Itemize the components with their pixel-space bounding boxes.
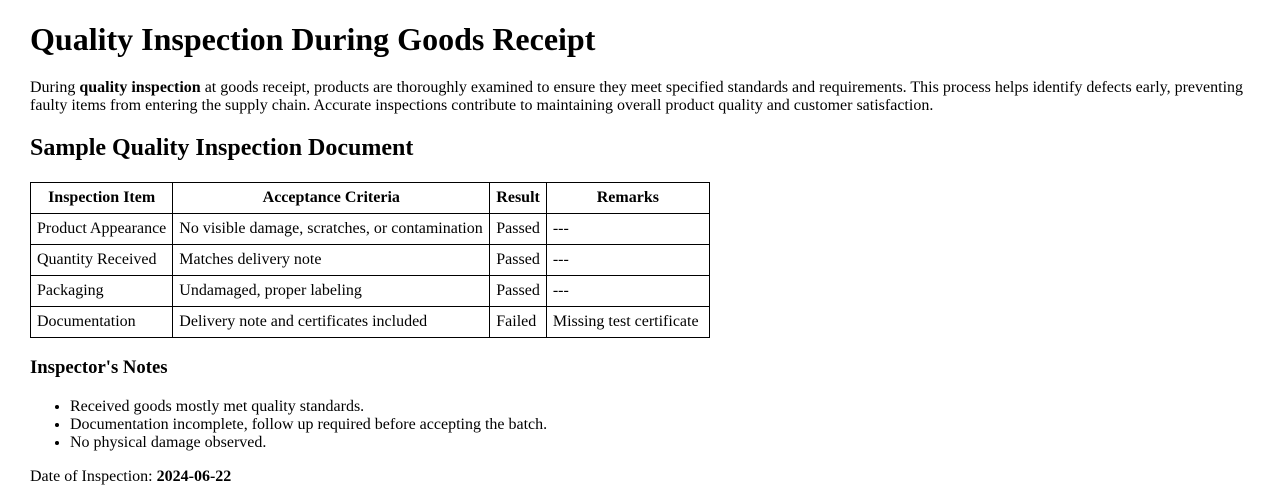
cell-inspection-item: Documentation bbox=[31, 307, 173, 338]
table-row bbox=[31, 245, 710, 276]
header-inspection-item: Inspection Item bbox=[31, 183, 173, 214]
header-acceptance-criteria: Acceptance Criteria bbox=[173, 183, 490, 214]
cell-acceptance-criteria: Matches delivery note bbox=[173, 245, 490, 276]
cell-acceptance-criteria: No visible damage, scratches, or contamination bbox=[173, 214, 490, 245]
date-value: 2024-06-22 bbox=[156, 468, 232, 485]
cell-result: Failed bbox=[490, 307, 547, 338]
section-heading: Sample Quality Inspection Document bbox=[30, 135, 414, 161]
cell-remarks: Missing test certificate bbox=[546, 307, 709, 338]
cell-inspection-item: Packaging bbox=[31, 276, 173, 307]
list-item: • No physical damage observed. bbox=[70, 434, 1248, 452]
list-item: • Received goods mostly met quality standards. bbox=[70, 398, 1248, 416]
list-item: • Documentation incomplete, follow up required before accepting the batch. bbox=[70, 416, 1248, 434]
inspection-table bbox=[30, 182, 710, 338]
header-remarks: Remarks bbox=[546, 183, 709, 214]
cell-result: Passed bbox=[490, 276, 547, 307]
cell-result: Passed bbox=[490, 214, 547, 245]
page-title: Quality Inspection During Goods Receipt bbox=[30, 21, 596, 57]
cell-inspection-item: Product Appearance bbox=[31, 214, 173, 245]
table-row bbox=[31, 276, 710, 307]
intro-text-after: at goods receipt, products are thoroughly examined to ensure they meet specified standards and requirements. This process helps identify defects early, preventing faulty items from entering the supply chain. Accurate inspections contribute to maintaining overall product quality and customer satisfaction. bbox=[30, 79, 1244, 114]
table-row bbox=[31, 307, 710, 338]
intro-bold-term: quality inspection bbox=[79, 79, 201, 96]
intro-text-before: During bbox=[30, 79, 80, 96]
table-row bbox=[31, 214, 710, 245]
cell-remarks: --- bbox=[546, 276, 709, 307]
date-label: Date of Inspection: bbox=[30, 468, 157, 485]
header-result: Result bbox=[490, 183, 547, 214]
notes-list bbox=[30, 398, 1248, 452]
cell-remarks: --- bbox=[546, 214, 709, 245]
intro-paragraph bbox=[30, 79, 1248, 115]
cell-result: Passed bbox=[490, 245, 547, 276]
cell-acceptance-criteria: Undamaged, proper labeling bbox=[173, 276, 490, 307]
date-line bbox=[30, 468, 1248, 486]
cell-acceptance-criteria: Delivery note and certificates included bbox=[173, 307, 490, 338]
notes-heading: Inspector's Notes bbox=[30, 357, 168, 378]
cell-inspection-item: Quantity Received bbox=[31, 245, 173, 276]
cell-remarks: --- bbox=[546, 245, 709, 276]
table-header-row bbox=[31, 183, 710, 214]
